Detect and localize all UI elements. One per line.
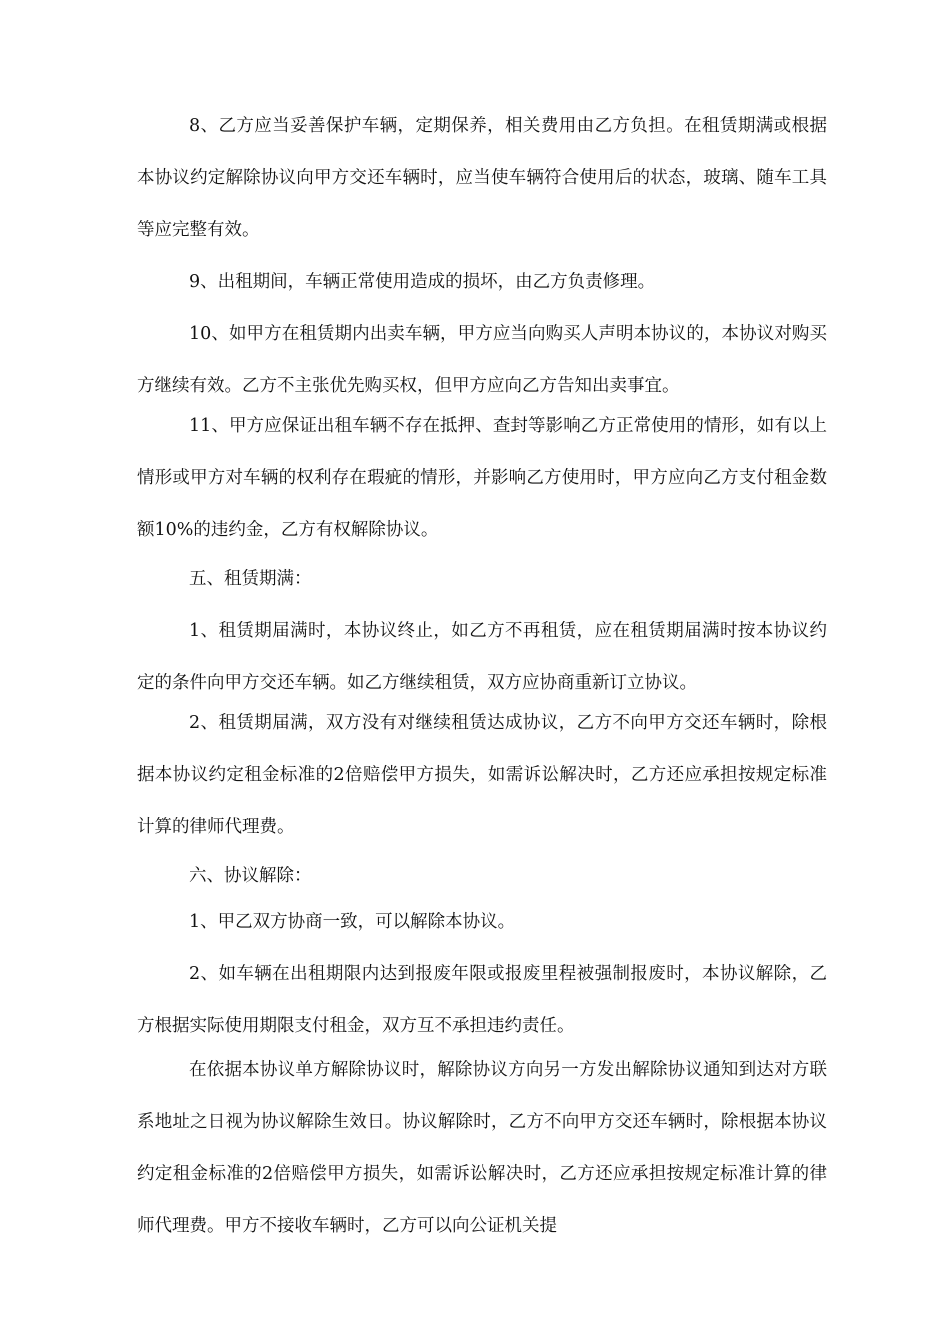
section-6-heading: 六、协议解除： [189,866,312,886]
clause-9-paragraph: 9、出租期间，车辆正常使用造成的损坏，由乙方负责修理。 [189,272,656,292]
section-6-clause-2-paragraph: 2、如车辆在出租期限内达到报废年限或报废里程被强制报废时，本协议解除，乙方根据实际使用期限支付租金，双方互不承担违约责任。 [137,964,827,1036]
unilateral-termination-paragraph: 在依据本协议单方解除协议时，解除协议方向另一方发出解除协议通知到达对方联系地址之日视为协议解除生效日。协议解除时，乙方不向甲方交还车辆时，除根据本协议约定租金标准的2倍赔偿甲方损失，如需诉讼解决时，乙方还应承担按规定标准计算的律师代理费。甲方不接收车辆时，乙方可以向公证机关提 [137,1060,827,1236]
section-5-clause-1-paragraph: 1、租赁期届满时，本协议终止，如乙方不再租赁，应在租赁期届满时按本协议约定的条件向甲方交还车辆。如乙方继续租赁，双方应协商重新订立协议。 [137,621,827,693]
clause-8-paragraph: 8、乙方应当妥善保护车辆，定期保养，相关费用由乙方负担。在租赁期满或根据本协议约定解除协议向甲方交还车辆时，应当使车辆符合使用后的状态，玻璃、随车工具等应完整有效。 [137,116,827,240]
section-5-heading: 五、租赁期满： [189,569,312,589]
section-6-clause-1-paragraph: 1、甲乙双方协商一致，可以解除本协议。 [189,912,516,932]
clause-10-paragraph: 10、如甲方在租赁期内出卖车辆，甲方应当向购买人声明本协议的，本协议对购买方继续有效。乙方不主张优先购买权，但甲方应向乙方告知出卖事宜。 [137,324,827,396]
section-5-clause-2-paragraph: 2、租赁期届满，双方没有对继续租赁达成协议，乙方不向甲方交还车辆时，除根据本协议约定租金标准的2倍赔偿甲方损失，如需诉讼解决时，乙方还应承担按规定标准计算的律师代理费。 [137,713,827,837]
clause-11-paragraph: 11、甲方应保证出租车辆不存在抵押、查封等影响乙方正常使用的情形，如有以上情形或甲方对车辆的权利存在瑕疵的情形，并影响乙方使用时，甲方应向乙方支付租金数额10%的违约金，乙方有权解除协议。 [137,416,827,540]
